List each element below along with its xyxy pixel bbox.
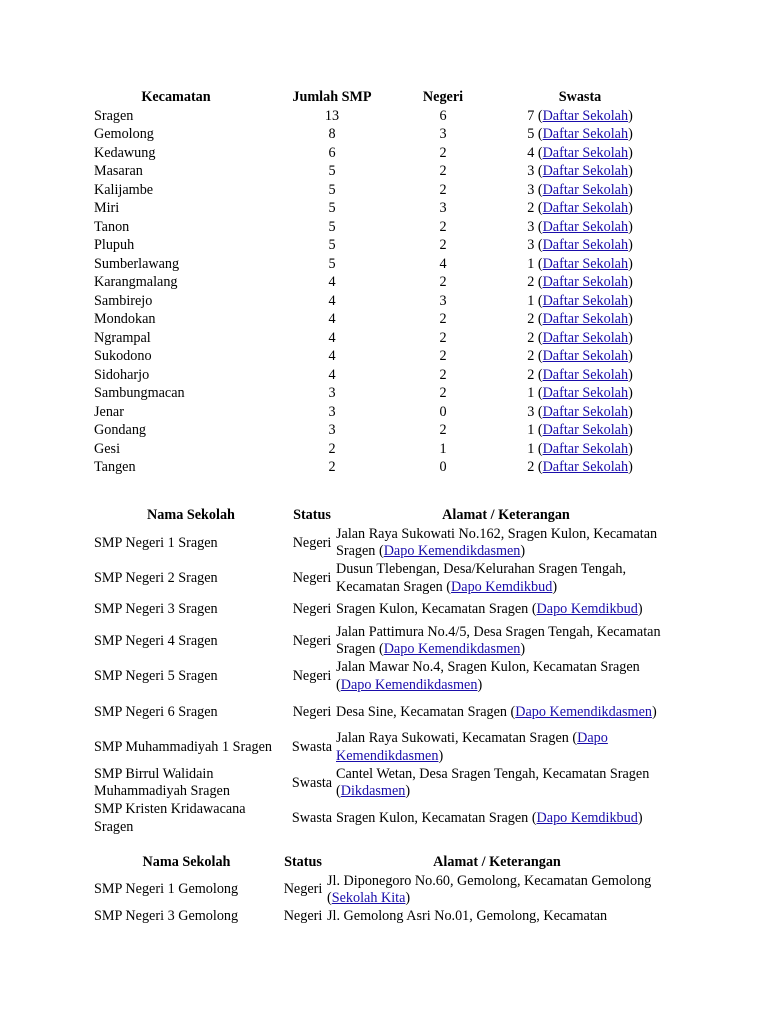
school-address-cell: Jalan Pattimura No.4/5, Desa Sragen Tengah, Kecamatan Sragen (Dapo Kemendikdasmen) bbox=[336, 623, 661, 658]
school-address-cell: Jl. Diponegoro No.60, Gemolong, Kecamatan Gemolong (Sekolah Kita) bbox=[327, 872, 652, 906]
swasta-count: 7 bbox=[527, 107, 535, 124]
header-status: Status bbox=[293, 507, 331, 523]
table-row bbox=[94, 347, 680, 366]
table-row bbox=[94, 144, 680, 163]
daftar-sekolah-link[interactable]: Daftar Sekolah bbox=[542, 385, 629, 401]
school-status-cell: Negeri bbox=[292, 668, 332, 685]
school-address: Jalan Pattimura No.4/5, Desa Sragen Tengah, Kecamatan Sragen bbox=[336, 623, 661, 658]
school-address: Jalan Raya Sukowati No.162, Sragen Kulon, Kecamatan Sragen bbox=[336, 525, 658, 560]
table-row bbox=[94, 329, 680, 348]
school-address: Jl. Diponegoro No.60, Gemolong, Kecamatan Gemolong bbox=[327, 872, 652, 889]
school-status-cell: Negeri bbox=[292, 632, 332, 649]
negeri-cell: 3 bbox=[439, 126, 447, 142]
jumlah-cell: 5 bbox=[328, 255, 336, 272]
negeri-cell: 2 bbox=[439, 237, 447, 253]
negeri-cell: 0 bbox=[439, 459, 447, 475]
table-row bbox=[94, 310, 680, 329]
negeri-cell: 2 bbox=[439, 366, 447, 383]
swasta-cell: 3 (Daftar Sekolah) bbox=[527, 181, 633, 198]
school-address-cell: Dusun Tlebengan, Desa/Kelurahan Sragen Tengah, Kecamatan Sragen (Dapo Kemdikbud) bbox=[336, 561, 627, 595]
jumlah-cell: 4 bbox=[328, 348, 336, 364]
table-row bbox=[94, 292, 680, 311]
kecamatan-cell: Sambirejo bbox=[94, 292, 153, 309]
source-link[interactable]: Dapo Kemendikdasmen bbox=[383, 641, 521, 658]
school-address: Jalan Mawar No.4, Sragen Kulon, Kecamatan Sragen bbox=[336, 659, 640, 676]
swasta-count: 1 bbox=[527, 440, 535, 457]
gemolong-schools-table bbox=[94, 853, 667, 926]
kecamatan-cell: Jenar bbox=[94, 403, 124, 420]
jumlah-cell: 5 bbox=[328, 218, 336, 235]
jumlah-cell: 5 bbox=[328, 200, 336, 216]
swasta-cell: 1 (Daftar Sekolah) bbox=[527, 385, 633, 401]
school-address-cell: Jalan Raya Sukowati, Kecamatan Sragen (Dapo Kemendikdasmen) bbox=[336, 730, 608, 764]
jumlah-cell: 3 bbox=[328, 403, 336, 420]
table-row bbox=[94, 255, 680, 274]
swasta-count: 3 bbox=[527, 163, 535, 179]
daftar-sekolah-link[interactable]: Daftar Sekolah bbox=[542, 274, 629, 290]
kecamatan-cell: Sambungmacan bbox=[94, 385, 185, 401]
table-row bbox=[94, 908, 667, 926]
swasta-count: 2 bbox=[527, 366, 535, 383]
school-name-cell: SMP Negeri 6 Sragen bbox=[94, 703, 218, 720]
school-address: Dusun Tlebengan, Desa/Kelurahan Sragen Tengah, Kecamatan Sragen bbox=[336, 561, 627, 595]
table-row bbox=[94, 873, 667, 908]
school-status-cell: Negeri bbox=[292, 570, 332, 587]
swasta-count: 3 bbox=[527, 403, 535, 420]
header-alamat: Alamat / Keterangan bbox=[433, 854, 561, 870]
swasta-cell: 1 (Daftar Sekolah) bbox=[527, 292, 633, 309]
negeri-cell: 2 bbox=[439, 329, 447, 346]
summary-table bbox=[94, 88, 680, 477]
table-row bbox=[94, 561, 676, 597]
table-row bbox=[94, 403, 680, 422]
school-name-cell: SMP Negeri 1 Gemolong bbox=[94, 881, 239, 898]
swasta-count: 4 bbox=[527, 144, 535, 161]
table-row bbox=[94, 125, 680, 144]
source-link[interactable]: Sekolah Kita bbox=[331, 890, 406, 906]
header-nama-sekolah: Nama Sekolah bbox=[147, 507, 235, 523]
source-link[interactable]: Dapo Kemendikdasmen bbox=[383, 543, 521, 560]
header-nama-sekolah: Nama Sekolah bbox=[142, 854, 231, 870]
school-name-cell: SMP Negeri 3 Sragen bbox=[94, 601, 218, 618]
sragen-header-row bbox=[94, 506, 676, 526]
school-address: Jl. Gemolong Asri No.01, Gemolong, Kecamatan bbox=[327, 907, 608, 924]
jumlah-cell: 6 bbox=[328, 144, 336, 161]
table-row bbox=[94, 730, 676, 766]
swasta-count: 2 bbox=[527, 311, 535, 327]
kecamatan-cell: Sukodono bbox=[94, 348, 152, 364]
school-address-cell: Sragen Kulon, Kecamatan Sragen (Dapo Kemdikbud) bbox=[336, 601, 643, 618]
school-address: Sragen Kulon, Kecamatan Sragen bbox=[336, 810, 529, 827]
table-row bbox=[94, 695, 676, 731]
table-row bbox=[94, 801, 676, 837]
kecamatan-cell: Kalijambe bbox=[94, 181, 154, 198]
source-link[interactable]: Dapo Kemendikdasmen bbox=[336, 730, 608, 764]
school-address: Desa Sine, Kecamatan Sragen bbox=[336, 703, 507, 720]
swasta-count: 1 bbox=[527, 385, 535, 401]
swasta-cell: 2 (Daftar Sekolah) bbox=[527, 366, 633, 383]
table-row bbox=[94, 659, 676, 695]
jumlah-cell: 4 bbox=[328, 311, 336, 327]
school-name-cell: SMP Negeri 3 Gemolong bbox=[94, 907, 239, 924]
kecamatan-cell: Plupuh bbox=[94, 237, 135, 253]
daftar-sekolah-link[interactable]: Daftar Sekolah bbox=[542, 163, 629, 179]
swasta-cell: 2 (Daftar Sekolah) bbox=[527, 274, 633, 290]
swasta-cell: 3 (Daftar Sekolah) bbox=[527, 163, 633, 179]
daftar-sekolah-link[interactable]: Daftar Sekolah bbox=[542, 329, 629, 346]
jumlah-cell: 4 bbox=[328, 292, 336, 309]
daftar-sekolah-link[interactable]: Daftar Sekolah bbox=[542, 348, 629, 364]
jumlah-cell: 5 bbox=[328, 237, 336, 253]
gemolong-header-row bbox=[94, 853, 667, 873]
negeri-cell: 2 bbox=[439, 348, 447, 364]
negeri-cell: 3 bbox=[439, 200, 447, 216]
daftar-sekolah-link[interactable]: Daftar Sekolah bbox=[542, 366, 629, 383]
summary-header-row bbox=[94, 88, 680, 107]
header-swasta: Swasta bbox=[558, 89, 602, 105]
swasta-cell: 3 (Daftar Sekolah) bbox=[527, 218, 633, 235]
school-status-cell: Negeri bbox=[292, 703, 332, 720]
swasta-cell: 2 (Daftar Sekolah) bbox=[527, 311, 633, 327]
school-address: Cantel Wetan, Desa Sragen Tengah, Kecamatan Sragen bbox=[336, 765, 650, 782]
jumlah-cell: 13 bbox=[324, 107, 340, 124]
header-alamat: Alamat / Keterangan bbox=[442, 507, 570, 523]
swasta-cell: 4 (Daftar Sekolah) bbox=[527, 144, 633, 161]
swasta-count: 2 bbox=[527, 274, 535, 290]
table-row bbox=[94, 236, 680, 255]
kecamatan-cell: Masaran bbox=[94, 163, 143, 179]
negeri-cell: 3 bbox=[439, 292, 447, 309]
negeri-cell: 2 bbox=[439, 181, 447, 198]
negeri-cell: 2 bbox=[439, 422, 447, 438]
daftar-sekolah-link[interactable]: Daftar Sekolah bbox=[542, 181, 629, 198]
table-row bbox=[94, 107, 680, 126]
header-negeri: Negeri bbox=[422, 89, 464, 105]
swasta-count: 2 bbox=[527, 329, 535, 346]
negeri-cell: 2 bbox=[439, 385, 447, 401]
swasta-count: 1 bbox=[527, 292, 535, 309]
table-row bbox=[94, 440, 680, 459]
swasta-count: 2 bbox=[527, 200, 535, 216]
school-status-cell: Negeri bbox=[292, 534, 332, 551]
swasta-count: 5 bbox=[527, 126, 535, 142]
table-row bbox=[94, 597, 676, 624]
swasta-cell: 2 (Daftar Sekolah) bbox=[527, 329, 633, 346]
school-address: Jalan Raya Sukowati, Kecamatan Sragen bbox=[336, 730, 569, 747]
school-address-cell bbox=[327, 908, 667, 926]
jumlah-cell: 4 bbox=[328, 366, 336, 383]
school-status-cell: Negeri bbox=[283, 881, 323, 898]
negeri-cell: 2 bbox=[439, 274, 447, 290]
swasta-count: 3 bbox=[527, 218, 535, 235]
jumlah-cell: 5 bbox=[328, 181, 336, 198]
kecamatan-cell: Ngrampal bbox=[94, 329, 151, 346]
source-link[interactable]: Dapo Kemdikbud bbox=[536, 601, 638, 618]
jumlah-cell: 5 bbox=[328, 163, 336, 179]
swasta-cell: 5 (Daftar Sekolah) bbox=[527, 126, 633, 142]
negeri-cell: 2 bbox=[439, 144, 447, 161]
school-status-cell: Negeri bbox=[283, 907, 323, 924]
negeri-cell: 6 bbox=[439, 107, 447, 124]
jumlah-cell: 4 bbox=[328, 329, 336, 346]
kecamatan-cell: Kedawung bbox=[94, 144, 156, 161]
daftar-sekolah-link[interactable]: Daftar Sekolah bbox=[542, 440, 629, 457]
daftar-sekolah-link[interactable]: Daftar Sekolah bbox=[542, 218, 629, 235]
school-address-cell: Cantel Wetan, Desa Sragen Tengah, Kecamatan Sragen (Dikdasmen) bbox=[336, 765, 650, 800]
table-row bbox=[94, 624, 676, 660]
kecamatan-cell: Gesi bbox=[94, 440, 121, 457]
negeri-cell: 2 bbox=[439, 218, 447, 235]
kecamatan-cell: Gondang bbox=[94, 422, 147, 438]
jumlah-cell: 3 bbox=[328, 385, 336, 401]
daftar-sekolah-link[interactable]: Daftar Sekolah bbox=[542, 255, 629, 272]
table-row bbox=[94, 273, 680, 292]
kecamatan-cell: Miri bbox=[94, 200, 120, 216]
swasta-count: 1 bbox=[527, 422, 535, 438]
school-name-cell: SMP Negeri 1 Sragen bbox=[94, 534, 218, 551]
swasta-cell: 7 (Daftar Sekolah) bbox=[527, 107, 633, 124]
swasta-cell: 1 (Daftar Sekolah) bbox=[527, 255, 633, 272]
school-name-cell: SMP Negeri 2 Sragen bbox=[94, 570, 218, 587]
jumlah-cell: 8 bbox=[328, 126, 336, 142]
daftar-sekolah-link[interactable]: Daftar Sekolah bbox=[542, 422, 629, 438]
swasta-cell: 2 (Daftar Sekolah) bbox=[527, 459, 633, 475]
source-link[interactable]: Dapo Kemendikdasmen bbox=[515, 703, 652, 720]
swasta-count: 2 bbox=[527, 348, 535, 364]
swasta-count: 1 bbox=[527, 255, 535, 272]
school-name-cell: SMP Birrul Walidain Muhammadiyah Sragen bbox=[94, 765, 230, 800]
swasta-count: 3 bbox=[527, 181, 535, 198]
table-row bbox=[94, 162, 680, 181]
daftar-sekolah-link[interactable]: Daftar Sekolah bbox=[542, 126, 629, 142]
table-row bbox=[94, 384, 680, 403]
school-status-cell: Negeri bbox=[292, 601, 332, 618]
source-link[interactable]: Dapo Kemendikdasmen bbox=[340, 676, 478, 693]
daftar-sekolah-link[interactable]: Daftar Sekolah bbox=[542, 107, 629, 124]
kecamatan-cell: Sragen bbox=[94, 107, 134, 124]
school-address-cell: Jalan Mawar No.4, Sragen Kulon, Kecamatan Sragen (Dapo Kemendikdasmen) bbox=[336, 659, 640, 693]
daftar-sekolah-link[interactable]: Daftar Sekolah bbox=[542, 292, 629, 309]
kecamatan-cell: Sidoharjo bbox=[94, 366, 150, 383]
swasta-count: 2 bbox=[527, 459, 535, 475]
school-name-cell: SMP Kristen Kridawacana Sragen bbox=[94, 801, 246, 835]
table-row bbox=[94, 181, 680, 200]
negeri-cell: 4 bbox=[439, 255, 447, 272]
negeri-cell: 1 bbox=[439, 440, 447, 457]
kecamatan-cell: Tangen bbox=[94, 459, 136, 475]
school-address: Sragen Kulon, Kecamatan Sragen bbox=[336, 601, 529, 618]
negeri-cell: 2 bbox=[439, 311, 447, 327]
negeri-cell: 0 bbox=[439, 403, 447, 420]
school-status-cell: Swasta bbox=[291, 810, 333, 827]
school-address-cell: Desa Sine, Kecamatan Sragen (Dapo Kemendikdasmen) bbox=[336, 703, 657, 720]
school-name-cell: SMP Negeri 4 Sragen bbox=[94, 632, 218, 649]
table-row bbox=[94, 421, 680, 440]
jumlah-cell: 2 bbox=[328, 459, 336, 475]
table-row bbox=[94, 526, 676, 562]
sragen-schools-table bbox=[94, 506, 676, 837]
negeri-cell: 2 bbox=[439, 163, 447, 179]
kecamatan-cell: Karangmalang bbox=[94, 274, 178, 290]
school-name-cell: SMP Muhammadiyah 1 Sragen bbox=[94, 739, 272, 756]
table-row bbox=[94, 199, 680, 218]
school-status-cell: Swasta bbox=[291, 774, 333, 791]
swasta-cell: 3 (Daftar Sekolah) bbox=[527, 237, 633, 253]
jumlah-cell: 4 bbox=[328, 274, 336, 290]
daftar-sekolah-link[interactable]: Daftar Sekolah bbox=[542, 144, 629, 161]
school-name-cell: SMP Negeri 5 Sragen bbox=[94, 668, 218, 685]
daftar-sekolah-link[interactable]: Daftar Sekolah bbox=[542, 311, 629, 327]
daftar-sekolah-link[interactable]: Daftar Sekolah bbox=[542, 403, 629, 420]
jumlah-cell: 3 bbox=[328, 422, 336, 438]
table-row bbox=[94, 458, 680, 477]
kecamatan-cell: Gemolong bbox=[94, 126, 154, 142]
table-row bbox=[94, 218, 680, 237]
swasta-cell: 3 (Daftar Sekolah) bbox=[527, 403, 633, 420]
jumlah-cell: 2 bbox=[328, 440, 336, 457]
swasta-cell: 1 (Daftar Sekolah) bbox=[527, 422, 633, 438]
swasta-cell: 2 (Daftar Sekolah) bbox=[527, 348, 633, 364]
daftar-sekolah-link[interactable]: Daftar Sekolah bbox=[542, 237, 629, 253]
swasta-cell: 1 (Daftar Sekolah) bbox=[527, 440, 633, 457]
kecamatan-cell: Tanon bbox=[94, 218, 130, 235]
daftar-sekolah-link[interactable]: Daftar Sekolah bbox=[542, 200, 629, 216]
source-link[interactable]: Dikdasmen bbox=[340, 783, 406, 800]
table-row bbox=[94, 366, 680, 385]
daftar-sekolah-link[interactable]: Daftar Sekolah bbox=[542, 459, 629, 475]
school-address-cell: Sragen Kulon, Kecamatan Sragen (Dapo Kemdikbud) bbox=[336, 810, 643, 827]
kecamatan-cell: Sumberlawang bbox=[94, 255, 180, 272]
school-status-cell: Swasta bbox=[291, 739, 333, 756]
source-link[interactable]: Dapo Kemdikbud bbox=[451, 578, 553, 595]
swasta-count: 3 bbox=[527, 237, 535, 253]
header-kecamatan: Kecamatan bbox=[141, 89, 211, 105]
header-status: Status bbox=[284, 854, 322, 870]
kecamatan-cell: Mondokan bbox=[94, 311, 156, 327]
header-jumlah-smp: Jumlah SMP bbox=[292, 89, 372, 105]
swasta-cell: 2 (Daftar Sekolah) bbox=[527, 200, 633, 216]
source-link[interactable]: Dapo Kemdikbud bbox=[536, 810, 638, 827]
school-address-cell: Jalan Raya Sukowati No.162, Sragen Kulon, Kecamatan Sragen (Dapo Kemendikdasmen) bbox=[336, 525, 658, 560]
table-row bbox=[94, 766, 676, 802]
